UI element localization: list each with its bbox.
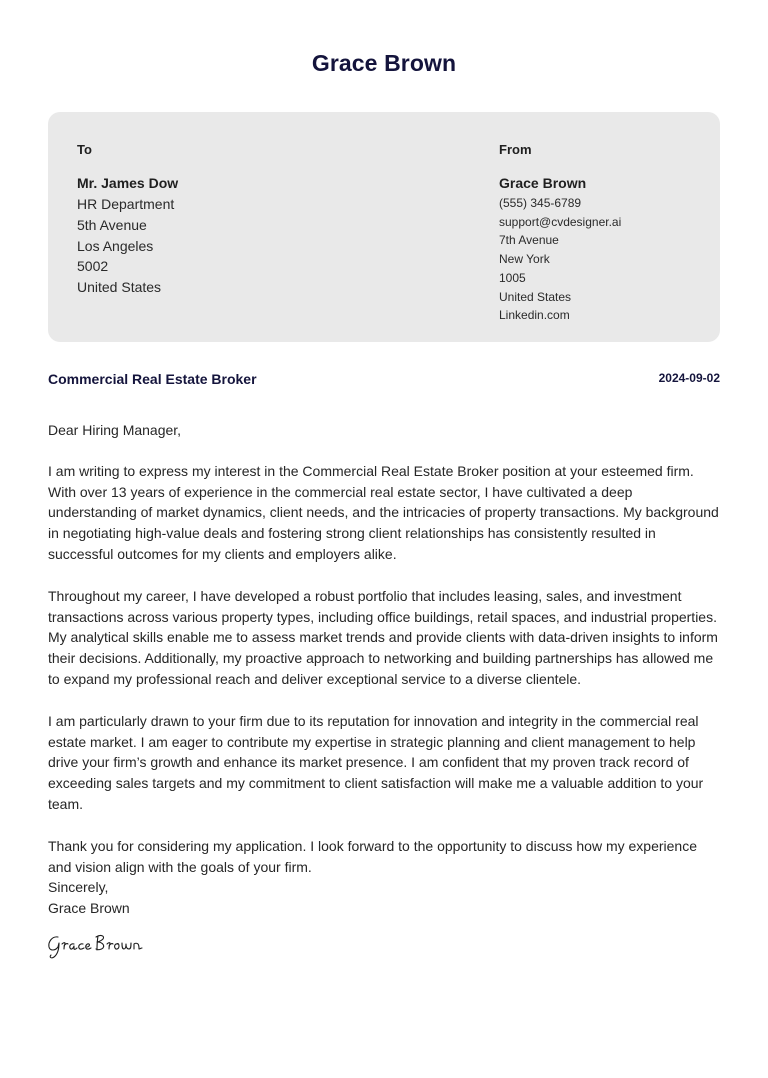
letter-date: 2024-09-02 <box>658 371 720 385</box>
closing-phrase: Sincerely, <box>48 879 109 895</box>
paragraph-experience: Throughout my career, I have developed a robust portfolio that includes leasing, sales, and investment transactions across various property types, including office buildings, retail spaces, and industrial properties. My analytical skills enable me to assess market trends and provide clients with data-driven insights to inform their decisions. Additionally, my proactive approach to networking and building partnerships has allowed me to expand my professional reach and deliver exceptional service to a diverse clientele. <box>48 587 718 687</box>
letter-body <box>48 420 722 898</box>
address-box <box>48 112 720 342</box>
job-title: Commercial Real Estate Broker <box>48 371 257 387</box>
page-title: Grace Brown <box>311 50 457 76</box>
sender-name: Grace Brown <box>499 175 587 191</box>
recipient-zip: 5002 <box>77 258 109 275</box>
sender-zip: 1005 <box>499 270 526 285</box>
sender-linkedin: Linkedin.com <box>499 308 570 323</box>
closing-block <box>48 877 130 919</box>
recipient-city: Los Angeles <box>77 237 154 254</box>
recipient-name: Mr. James Dow <box>77 175 179 191</box>
sender-phone: (555) 345-6789 <box>499 196 582 210</box>
recipient-block <box>77 142 178 298</box>
sender-heading: From <box>499 142 532 157</box>
recipient-country: United States <box>77 279 162 296</box>
sender-country: United States <box>499 289 572 304</box>
paragraph-closing: Thank you for considering my application. I look forward to the opportunity to discuss how my experience and vision align with the goals of your firm. <box>48 837 697 875</box>
sender-email: support@cvdesigner.ai <box>499 214 622 229</box>
paragraph-motivation: I am particularly drawn to your firm due to its reputation for innovation and integrity in the commercial real estate market. I am eager to contribute my expertise in strategic planning and client management to help drive your firm’s growth and enhance its market presence. I am confident that my proven track record of exceeding sales targets and my commitment to client satisfaction will make me a valuable addition to your team. <box>48 712 704 812</box>
sender-block <box>499 142 621 325</box>
signoff-name: Grace Brown <box>48 900 130 916</box>
recipient-heading: To <box>77 142 92 157</box>
signature-graphic <box>46 928 146 960</box>
sender-city: New York <box>499 252 550 267</box>
sender-street: 7th Avenue <box>499 233 559 248</box>
recipient-department: HR Department <box>77 196 175 212</box>
recipient-street: 5th Avenue <box>77 216 147 233</box>
paragraph-intro: I am writing to express my interest in the Commercial Real Estate Broker position at your esteemed firm. With over 13 years of experience in the commercial real estate sector, I have cultivated a deep understanding of market dynamics, client needs, and the intricacies of property transactions. My background in negotiating high-value deals and fostering strong client relationships has consistently resulted in successful outcomes for my clients and employers alike. <box>48 462 719 562</box>
greeting: Dear Hiring Manager, <box>48 422 182 438</box>
